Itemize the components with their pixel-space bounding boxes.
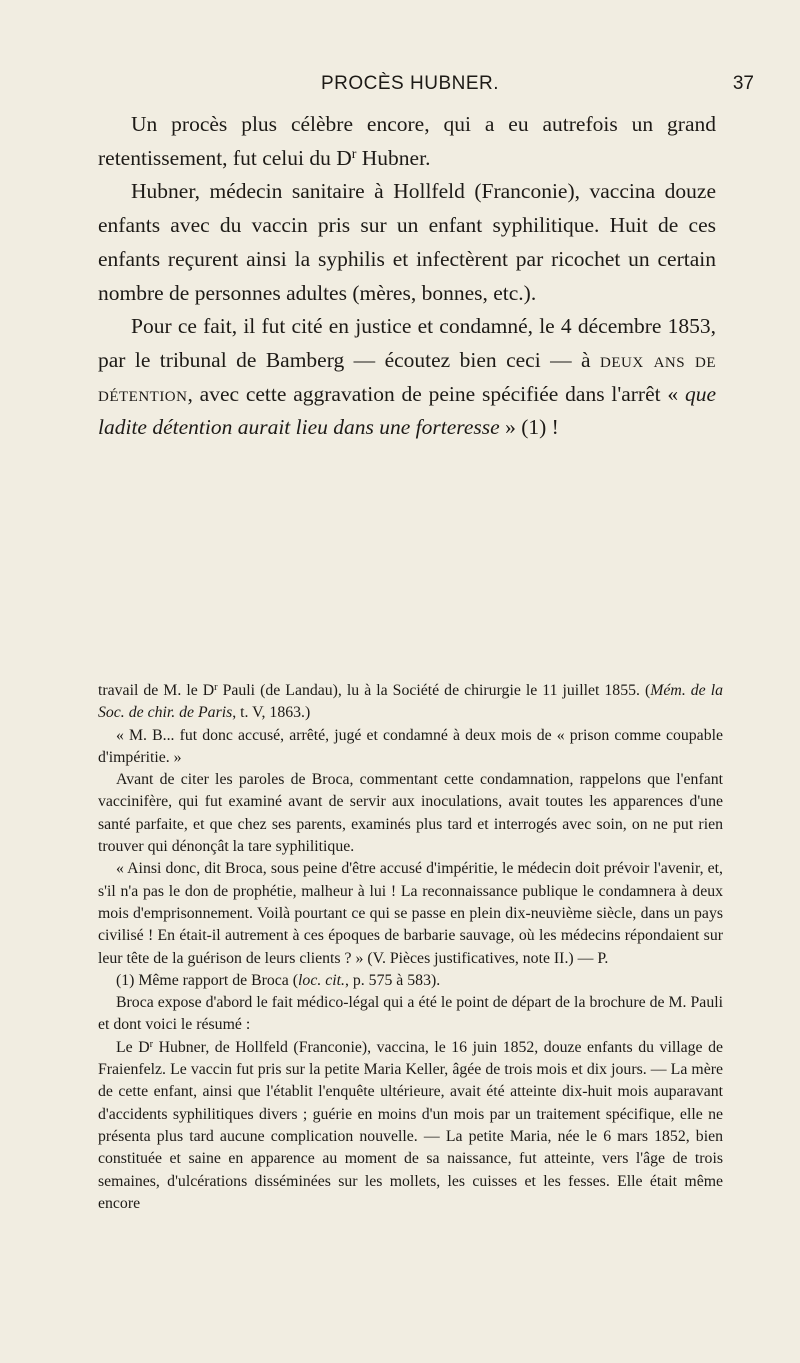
footnote-paragraph: Broca expose d'abord le fait médico-légal qui a été le point de départ de la brochure de M. Pauli et dont voici le résumé : xyxy=(98,994,723,1034)
text-run: Pour ce fait, il fut cité en justice et condamné, le 4 décembre 1853, par le tribunal de Bamberg — écoutez bien ceci — à xyxy=(98,314,716,372)
text-run: travail de M. le D xyxy=(98,682,215,699)
text-run: Pauli (de Landau), lu à la Société de chirurgie le 11 juillet 1855. ( xyxy=(217,682,651,699)
superscript: r xyxy=(351,146,357,162)
paragraph-1 xyxy=(98,108,716,175)
footnote-quote: « M. B... fut donc accusé, arrêté, jugé et condamné à deux mois de « prison comme coupable d'impéritie. » xyxy=(98,726,723,766)
footnote-paragraph xyxy=(98,1037,723,1215)
text-run: Le D xyxy=(116,1038,150,1056)
superscript: r xyxy=(214,681,218,693)
text-run: , avec cette aggravation de peine spécifiée dans l'arrêt « xyxy=(187,381,685,406)
footnote-paragraph: Avant de citer les paroles de Broca, commentant cette condamnation, rappelons que l'enfant vaccinifère, qui fut examiné avant de servir aux inoculations, avait toutes les apparences d'une santé parfaite, et que chez ses parents, examinés plus tard et interrogés avec soin, on ne put rien trouver qui dénonçât la tare syphilitique. xyxy=(98,771,723,856)
running-head xyxy=(60,70,760,100)
text-run: , t. V, 1863.) xyxy=(232,704,311,722)
paragraph-3 xyxy=(98,310,716,445)
text-run: (1) Même rapport de Broca ( xyxy=(116,971,299,989)
page-number: 37 xyxy=(732,73,754,94)
text-run: » (1) ! xyxy=(499,415,559,440)
superscript: r xyxy=(149,1038,154,1050)
text-run: , p. 575 à 583). xyxy=(344,971,441,989)
footnote-paragraph: « Ainsi donc, dit Broca, sous peine d'être accusé d'impéritie, le médecin doit prévoir l'avenir, et, s'il n'a pas le don de prophétie, malheur à lui ! La reconnaissance publique le condamnera à deux mois d'emprisonnement. Voilà pourtant ce qui se passe en plein dix-neuvième siècle, dans un pays civilisé ! En était-il autrement à ces époques de barbarie sauvage, où les médecins répondaient sur leur tête de la guérison de leurs clients ? » (V. Pièces justificatives, note II.) — P. xyxy=(98,860,723,967)
footnote-1 xyxy=(98,970,723,992)
italic-citation: loc. cit. xyxy=(298,971,345,989)
main-text xyxy=(98,108,716,445)
text-run: Un procès plus célèbre encore, qui a eu autrefois un grand retentissement, fut celui du D xyxy=(98,112,716,170)
italic-citation: Mém. de la Soc. de chir. de Paris xyxy=(98,682,724,722)
text-run: Hubner. xyxy=(356,145,431,170)
smallcaps-text: deux ans de détention xyxy=(98,347,717,406)
footnote-continuation xyxy=(98,680,723,725)
italic-quote: que ladite détention aurait lieu dans une forteresse xyxy=(98,381,716,440)
paragraph-2: Hubner, médecin sanitaire à Hollfeld (Franconie), vaccina douze enfants avec du vaccin pris sur un enfant syphilitique. Huit de ces enfants reçurent ainsi la syphilis et infectèrent par ricochet un certain nombre de personnes adultes (mères, bonnes, etc.). xyxy=(98,179,716,305)
text-run: Hubner, de Hollfeld (Franconie), vaccina, le 16 juin 1852, douze enfants du village de Fraienfelz. Le vaccin fut pris sur la petite Maria Keller, âgée de trois mois et dix jours. — La mère de cette enfant, ainsi que l'établit l'enquête ultérieure, avait été atteinte dix-huit mois auparavant d'accidents syphilitiques divers ; guérie en moins d'un mois par un traitement spécifique, elle ne présenta plus tard aucune complication nouvelle. — La petite Maria, née le 6 mars 1852, bien constituée et saine en apparence au moment de sa naissance, fut atteinte, vers l'âge de trois semaines, d'ulcérations disséminées sur les mollets, les cuisses et les fesses. Elle était même encore xyxy=(98,1038,723,1212)
footnotes xyxy=(98,680,723,1215)
running-title: PROCÈS HUBNER. xyxy=(320,73,500,94)
